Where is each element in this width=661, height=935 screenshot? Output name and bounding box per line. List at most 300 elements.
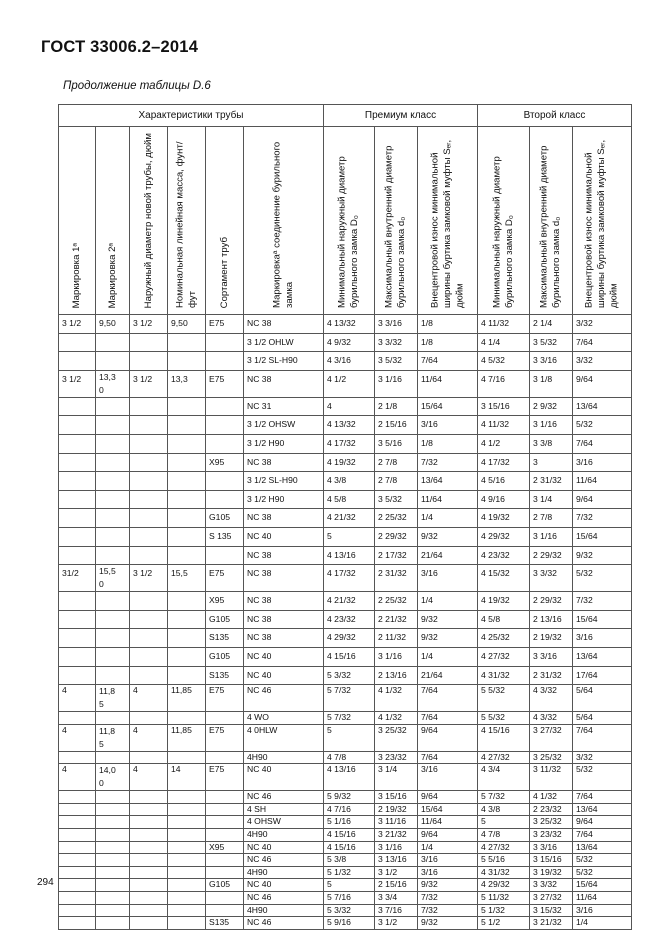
table-cell <box>168 879 206 892</box>
table-cell <box>59 892 96 905</box>
table-row <box>59 917 632 930</box>
table-cell: 4 1/32 <box>375 712 418 725</box>
table-cell: 5 9/16 <box>324 917 375 930</box>
table-cell: 4 7/16 <box>478 370 530 397</box>
table-cell <box>130 352 168 371</box>
table-cell: 3 3/32 <box>530 879 573 892</box>
table-cell: 11/64 <box>418 816 478 829</box>
table-cell <box>130 666 168 685</box>
column-header: Маркировка 1ᵃ <box>59 127 96 315</box>
table-cell: 7/32 <box>573 592 632 611</box>
table-cell: 2 11/32 <box>375 629 418 648</box>
table-cell: 4 25/32 <box>478 629 530 648</box>
table-cell: 4 1/2 <box>324 370 375 397</box>
table-cell: 4 15/16 <box>324 829 375 842</box>
table-cell: NC 46 <box>244 892 324 905</box>
table-cell: 5/32 <box>573 764 632 791</box>
table-cell: 15/64 <box>573 610 632 629</box>
table-cell <box>59 879 96 892</box>
table-cell <box>96 416 130 435</box>
table-row <box>59 472 632 491</box>
table-cell: 5/32 <box>573 416 632 435</box>
table-cell <box>168 472 206 491</box>
table-cell: NC 38 <box>244 315 324 334</box>
table-cell <box>96 333 130 352</box>
table-cell: E75 <box>206 764 244 791</box>
table-cell: 4 27/32 <box>478 647 530 666</box>
table-cell <box>206 904 244 917</box>
table-cell: 3 1/2 <box>130 565 168 592</box>
table-cell: 5 <box>324 879 375 892</box>
table-cell <box>130 453 168 472</box>
table-cell <box>168 546 206 565</box>
table-cell <box>59 803 96 816</box>
table-cell: 3/16 <box>418 764 478 791</box>
table-cell: 4 3/32 <box>530 685 573 712</box>
table-cell <box>206 546 244 565</box>
table-cell: 3 3/16 <box>530 647 573 666</box>
table-cell: E75 <box>206 315 244 334</box>
table-cell: 3 <box>530 453 573 472</box>
table-cell: 5 3/32 <box>324 666 375 685</box>
table-cell <box>206 854 244 867</box>
table-row <box>59 610 632 629</box>
table-row <box>59 352 632 371</box>
table-cell <box>206 434 244 453</box>
table-cell: 5/32 <box>573 565 632 592</box>
table-cell: 2 31/32 <box>375 565 418 592</box>
table-cell: 2 1/8 <box>375 397 418 416</box>
table-cell: 4 29/32 <box>478 527 530 546</box>
table-cell: 21/64 <box>418 546 478 565</box>
table-row <box>59 685 632 712</box>
table-cell <box>130 892 168 905</box>
table-cell <box>59 841 96 854</box>
table-cell: 2 25/32 <box>375 592 418 611</box>
table-cell <box>130 416 168 435</box>
table-cell: 15,5 <box>168 565 206 592</box>
table-cell: 2 9/32 <box>530 397 573 416</box>
table-cell <box>168 509 206 528</box>
table-cell <box>59 434 96 453</box>
table-cell <box>168 592 206 611</box>
table-cell: 3 3/16 <box>530 841 573 854</box>
table-cell: 3 3/16 <box>530 352 573 371</box>
table-cell: 3 11/32 <box>530 764 573 791</box>
group-premium-class: Премиум класс <box>324 105 478 127</box>
table-cell: 5 <box>324 527 375 546</box>
table-cell <box>168 712 206 725</box>
table-cell: 3 13/16 <box>375 854 418 867</box>
table-cell <box>96 647 130 666</box>
table-cell <box>96 527 130 546</box>
table-cell: 2 17/32 <box>375 546 418 565</box>
table-cell: 2 15/16 <box>375 879 418 892</box>
table-cell: 13/64 <box>418 472 478 491</box>
table-cell: 9,50 <box>96 315 130 334</box>
table-cell: 5 5/16 <box>478 854 530 867</box>
table-row <box>59 434 632 453</box>
table-cell: 4 <box>130 724 168 751</box>
table-body <box>59 315 632 930</box>
table-cell <box>168 904 206 917</box>
table-cell: 3 3/32 <box>375 333 418 352</box>
table-cell <box>168 629 206 648</box>
table-cell: G105 <box>206 610 244 629</box>
table-cell: 5/32 <box>573 854 632 867</box>
document-title: ГОСТ 33006.2–2014 <box>41 38 199 56</box>
table-cell <box>168 854 206 867</box>
table-cell: 3 21/32 <box>530 917 573 930</box>
table-cell: 3 1/16 <box>375 370 418 397</box>
table-cell <box>59 917 96 930</box>
table-cell <box>130 751 168 764</box>
table-cell: 5/64 <box>573 712 632 725</box>
table-cell: NC 46 <box>244 917 324 930</box>
table-cell <box>206 751 244 764</box>
table-cell: 4 7/16 <box>324 803 375 816</box>
table-row <box>59 397 632 416</box>
table-cell: 7/64 <box>573 829 632 842</box>
table-cell: 3 1/2 SL-H90 <box>244 472 324 491</box>
table-cell <box>130 629 168 648</box>
table-cell <box>168 892 206 905</box>
table-cell: 13,3 <box>168 370 206 397</box>
column-header: Минимальный наружный диаметр бурильного замка D₀ <box>478 127 530 315</box>
table-row <box>59 791 632 804</box>
table-cell: 3 11/16 <box>375 816 418 829</box>
table-cell: 4H90 <box>244 866 324 879</box>
table-cell <box>130 803 168 816</box>
table-cell <box>206 416 244 435</box>
table-cell <box>59 490 96 509</box>
table-cell: 9/64 <box>418 724 478 751</box>
table-cell: NC 38 <box>244 453 324 472</box>
table-cell: 5 7/32 <box>324 685 375 712</box>
table-cell <box>130 546 168 565</box>
table-cell <box>59 592 96 611</box>
table-cell: NC 40 <box>244 527 324 546</box>
table-row <box>59 546 632 565</box>
table-cell: 4 13/16 <box>324 546 375 565</box>
table-cell: 3 7/16 <box>375 904 418 917</box>
table-cell <box>130 829 168 842</box>
table-cell <box>96 546 130 565</box>
column-header: Маркировка 2ᵃ <box>96 127 130 315</box>
table-cell: 3/16 <box>418 565 478 592</box>
table-cell: 4 7/8 <box>324 751 375 764</box>
table-cell: 4 19/32 <box>324 453 375 472</box>
page-number: 294 <box>37 877 54 888</box>
table-cell: 4 5/16 <box>478 472 530 491</box>
table-cell <box>206 712 244 725</box>
table-cell: 4H90 <box>244 751 324 764</box>
table-cell: 4 31/32 <box>478 666 530 685</box>
table-cell <box>130 841 168 854</box>
table-cell: 31/2 <box>59 565 96 592</box>
table-cell: 9/32 <box>418 527 478 546</box>
table-cell: X95 <box>206 841 244 854</box>
column-header: Номинальная линейная масса, фунт/фут <box>168 127 206 315</box>
table-cell: 4 29/32 <box>478 879 530 892</box>
table-cell: 9/32 <box>418 610 478 629</box>
table-cell: 3 5/16 <box>375 434 418 453</box>
table-row <box>59 592 632 611</box>
table-cell: 3 15/16 <box>375 791 418 804</box>
table-cell <box>168 490 206 509</box>
table-cell: 1/8 <box>418 434 478 453</box>
table-cell: 3 3/16 <box>375 315 418 334</box>
table-cell: 5 5/32 <box>478 712 530 725</box>
table-cell <box>130 917 168 930</box>
table-cell: 4 <box>59 764 96 791</box>
table-cell: S135 <box>206 629 244 648</box>
table-cell: 2 29/32 <box>530 592 573 611</box>
column-header: Максимальный внутренний диаметр бурильного замка d₀ <box>375 127 418 315</box>
table-cell <box>59 629 96 648</box>
table-cell: 4 21/32 <box>324 509 375 528</box>
table-cell <box>130 791 168 804</box>
table-cell <box>96 472 130 491</box>
table-cell: S135 <box>206 666 244 685</box>
table-cell <box>96 751 130 764</box>
table-cell: 4 19/32 <box>478 592 530 611</box>
table-cell: 4 7/8 <box>478 829 530 842</box>
table-row <box>59 315 632 334</box>
table-cell: 3 25/32 <box>530 751 573 764</box>
table-cell <box>130 333 168 352</box>
table-cell: 7/64 <box>573 333 632 352</box>
table-row <box>59 866 632 879</box>
table-cell: 2 31/32 <box>530 472 573 491</box>
table-row <box>59 629 632 648</box>
table-cell: 2 29/32 <box>375 527 418 546</box>
table-cell <box>59 453 96 472</box>
table-row <box>59 803 632 816</box>
table-cell: 15,5 0 <box>96 565 130 592</box>
table-cell: 7/64 <box>418 685 478 712</box>
table-row <box>59 453 632 472</box>
group-pipe-characteristics: Характеристики трубы <box>59 105 324 127</box>
group-header-row <box>59 105 632 127</box>
table-cell <box>130 592 168 611</box>
table-cell: 7/32 <box>418 892 478 905</box>
table-cell <box>59 333 96 352</box>
table-cell: 9,50 <box>168 315 206 334</box>
table-cell <box>59 751 96 764</box>
table-cell: NC 38 <box>244 546 324 565</box>
table-cell <box>130 866 168 879</box>
table-cell: 7/64 <box>418 352 478 371</box>
table-cell: 4 5/32 <box>478 352 530 371</box>
table-cell: 3 5/32 <box>375 352 418 371</box>
table-cell <box>96 791 130 804</box>
table-cell: 4 15/16 <box>324 841 375 854</box>
table-cell: 9/64 <box>573 370 632 397</box>
table-cell: 4 1/32 <box>375 685 418 712</box>
table-cell <box>59 829 96 842</box>
table-cell <box>206 472 244 491</box>
table-cell: NC 38 <box>244 610 324 629</box>
table-cell <box>96 866 130 879</box>
table-cell: 9/32 <box>418 917 478 930</box>
table-cell <box>168 829 206 842</box>
table-cell: NC 40 <box>244 841 324 854</box>
table-cell: 4 3/16 <box>324 352 375 371</box>
table-cell: 4H90 <box>244 829 324 842</box>
table-cell <box>96 490 130 509</box>
table-cell: 4 <box>59 685 96 712</box>
table-cell: 4 9/16 <box>478 490 530 509</box>
table-cell: 11,85 <box>168 724 206 751</box>
column-header-row <box>59 127 632 315</box>
table-cell: 3 1/16 <box>530 416 573 435</box>
table-cell <box>96 453 130 472</box>
table-cell <box>59 546 96 565</box>
table-cell: 3 1/2 <box>59 370 96 397</box>
table-cell: 7/32 <box>573 509 632 528</box>
table-cell <box>96 434 130 453</box>
table-cell: NC 40 <box>244 879 324 892</box>
table-cell: 4 19/32 <box>478 509 530 528</box>
table-caption: Продолжение таблицы D.6 <box>63 80 211 92</box>
table-cell <box>59 527 96 546</box>
table-cell: 4 1/32 <box>530 791 573 804</box>
table-cell <box>96 892 130 905</box>
table-cell <box>96 841 130 854</box>
table-cell <box>168 333 206 352</box>
table-cell: 3/16 <box>418 416 478 435</box>
table-cell: 11/64 <box>418 370 478 397</box>
table-cell <box>168 434 206 453</box>
table-cell: 3 3/32 <box>530 565 573 592</box>
table-cell: 3 15/16 <box>478 397 530 416</box>
table-cell <box>168 841 206 854</box>
table-cell: 4 1/2 <box>478 434 530 453</box>
table-cell: 4 <box>324 397 375 416</box>
table-cell: 4 13/16 <box>324 764 375 791</box>
table-cell: 5 7/16 <box>324 892 375 905</box>
table-row <box>59 764 632 791</box>
table-cell <box>59 416 96 435</box>
table-row <box>59 892 632 905</box>
table-row <box>59 647 632 666</box>
table-cell: 4 21/32 <box>324 592 375 611</box>
table-cell: 9/64 <box>418 791 478 804</box>
table-cell: 3 1/2 <box>130 315 168 334</box>
table-cell: G105 <box>206 879 244 892</box>
table-cell: 3 1/2 H90 <box>244 434 324 453</box>
table-cell <box>168 610 206 629</box>
table-cell <box>130 490 168 509</box>
table-cell: 4H90 <box>244 904 324 917</box>
table-cell: 1/8 <box>418 315 478 334</box>
table-cell <box>130 472 168 491</box>
table-cell: NC 46 <box>244 685 324 712</box>
table-cell <box>59 866 96 879</box>
table-cell: X95 <box>206 592 244 611</box>
table-row <box>59 712 632 725</box>
table-cell: 1/8 <box>418 333 478 352</box>
table-cell: NC 38 <box>244 370 324 397</box>
table-cell <box>96 879 130 892</box>
table-cell: 2 29/32 <box>530 546 573 565</box>
table-cell: 3 1/4 <box>530 490 573 509</box>
table-cell: 15/64 <box>573 527 632 546</box>
table-cell <box>130 712 168 725</box>
table-cell <box>130 397 168 416</box>
table-cell <box>206 892 244 905</box>
table-cell: 5/32 <box>573 866 632 879</box>
table-cell: 2 13/16 <box>530 610 573 629</box>
table-cell <box>130 509 168 528</box>
table-cell <box>168 666 206 685</box>
table-cell <box>130 647 168 666</box>
table-cell: S135 <box>206 917 244 930</box>
table-cell: 11,85 <box>168 685 206 712</box>
table-cell: 3 1/16 <box>530 527 573 546</box>
table-cell: 2 15/16 <box>375 416 418 435</box>
table-cell <box>168 866 206 879</box>
table-cell: 5 1/16 <box>324 816 375 829</box>
table-cell: 4 17/32 <box>324 434 375 453</box>
table-cell: 13/64 <box>573 803 632 816</box>
table-cell: 4 9/32 <box>324 333 375 352</box>
group-second-class: Второй класс <box>478 105 632 127</box>
table-cell <box>168 352 206 371</box>
table-cell: NC 40 <box>244 764 324 791</box>
table-cell: 4 13/32 <box>324 315 375 334</box>
column-header: Маркировкаᵃ соединение бурильного замка <box>244 127 324 315</box>
table-cell: 3 1/4 <box>375 764 418 791</box>
table-cell <box>96 816 130 829</box>
table-cell: 3 1/2 OHLW <box>244 333 324 352</box>
table-cell: 2 1/4 <box>530 315 573 334</box>
table-cell <box>96 854 130 867</box>
table-cell: 3 1/16 <box>375 841 418 854</box>
table-cell <box>206 352 244 371</box>
table-cell: 3 27/32 <box>530 724 573 751</box>
table-cell: 3 5/32 <box>530 333 573 352</box>
table-row <box>59 724 632 751</box>
table-cell <box>168 416 206 435</box>
table-cell <box>59 712 96 725</box>
table-cell: G105 <box>206 509 244 528</box>
table-cell: 2 19/32 <box>530 629 573 648</box>
table-cell: NC 40 <box>244 666 324 685</box>
table-row <box>59 509 632 528</box>
table-cell: 7/64 <box>573 791 632 804</box>
column-header: Наружный диаметр новой трубы, дюйм <box>130 127 168 315</box>
table-cell: 1/4 <box>418 592 478 611</box>
table-cell <box>59 647 96 666</box>
table-cell <box>59 610 96 629</box>
table-cell <box>59 904 96 917</box>
table-cell: 11/64 <box>418 490 478 509</box>
table-cell: 4 OHSW <box>244 816 324 829</box>
table-cell: 3 1/2 <box>375 917 418 930</box>
table-cell: 4 29/32 <box>324 629 375 648</box>
table-cell: 13/64 <box>573 841 632 854</box>
table-cell: 14,0 0 <box>96 764 130 791</box>
table-row <box>59 666 632 685</box>
table-cell: 5 11/32 <box>478 892 530 905</box>
table-cell <box>59 854 96 867</box>
table-cell: NC 38 <box>244 629 324 648</box>
table-cell <box>96 509 130 528</box>
table-cell: 5 1/32 <box>478 904 530 917</box>
table-cell: 11/64 <box>573 892 632 905</box>
